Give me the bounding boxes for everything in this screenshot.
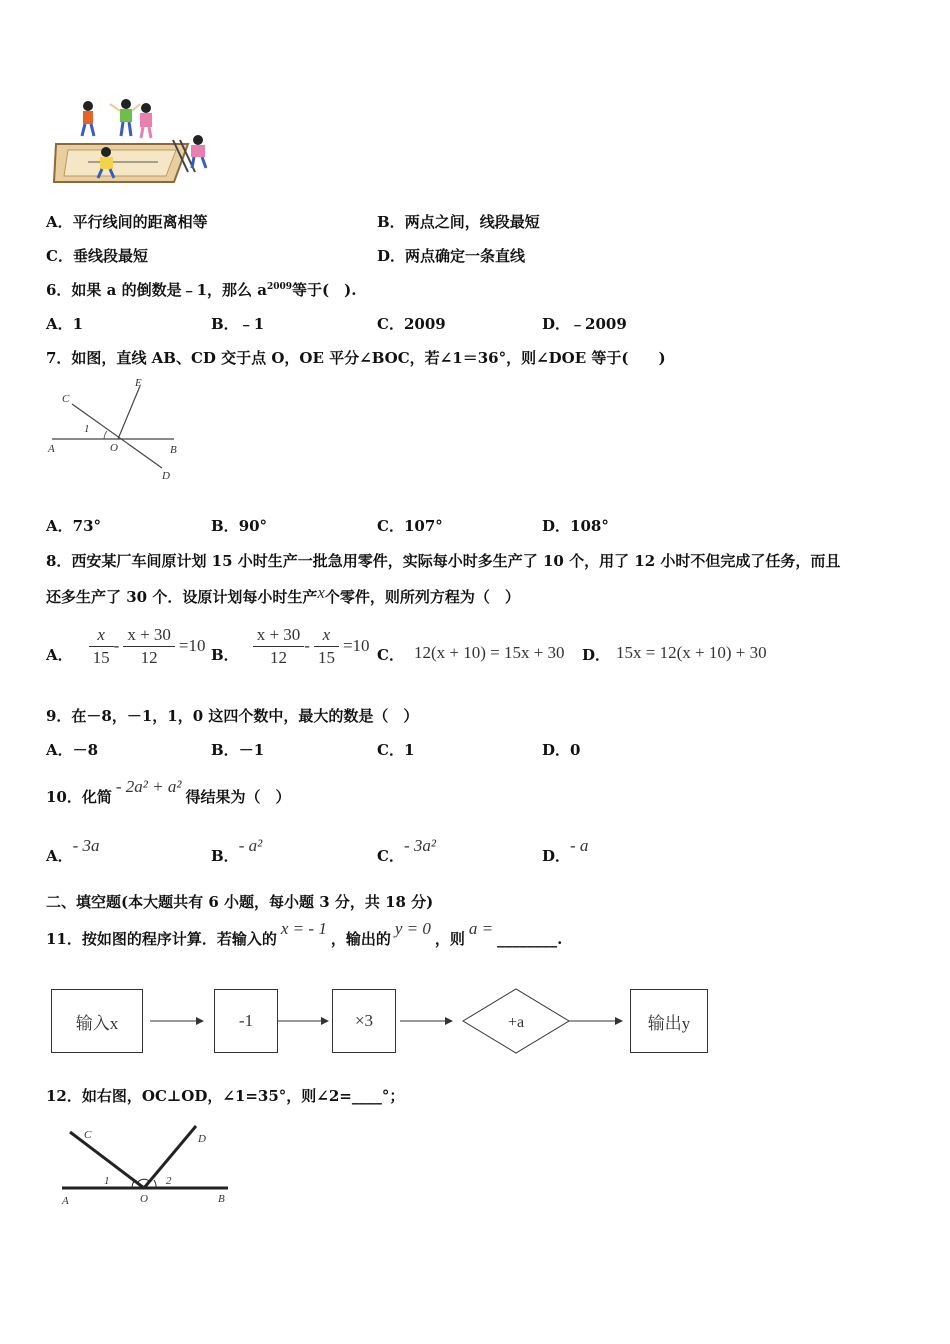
section-title: 二、填空题(本大题共有 6 小题，每小题 3 分，共 18 分): [46, 893, 434, 911]
flow-step-label: -1: [238, 1011, 254, 1030]
option-letter: A．: [46, 847, 73, 865]
option-letter: C．: [377, 315, 404, 333]
q5-option-a[interactable]: [46, 211, 208, 232]
flow-arrows: [0, 980, 950, 1060]
q10-option-a[interactable]: [46, 836, 100, 866]
q8-option-c[interactable]: [377, 644, 565, 665]
q5-option-d[interactable]: [377, 245, 525, 266]
option-text: －8: [72, 741, 99, 759]
operator: -: [304, 636, 310, 655]
label-d: D: [162, 470, 170, 482]
q7-option-c[interactable]: [377, 515, 443, 536]
q11-stem-mid: ，输出的: [330, 930, 391, 948]
q6-stem: [46, 279, 356, 300]
denominator: 12: [140, 647, 158, 667]
q9-option-a[interactable]: [46, 739, 98, 760]
equation-rhs: =10: [342, 636, 370, 655]
flow-step-add-label: +a: [507, 1014, 525, 1031]
q10-option-d[interactable]: [542, 836, 589, 866]
q8-variable: x: [317, 583, 325, 602]
option-text: 108°: [570, 517, 609, 535]
denominator: 15: [92, 647, 110, 667]
q10-option-c[interactable]: [377, 836, 436, 866]
option-letter: D．: [542, 847, 571, 865]
option-text: 垂线段最短: [72, 247, 148, 265]
option-letter: A．: [46, 517, 73, 535]
option-letter: B．: [211, 741, 239, 759]
option-letter: A．: [46, 741, 73, 759]
denominator: 12: [269, 647, 287, 667]
label-o: O: [110, 442, 118, 454]
label-angle-1: 1: [104, 1175, 110, 1187]
option-letter: D．: [582, 646, 611, 664]
q11-stem-then: ，则: [434, 930, 465, 948]
label-angle-2: 2: [166, 1175, 172, 1187]
label-b: B: [218, 1193, 225, 1205]
q8-option-b[interactable]: [211, 622, 370, 670]
option-text: －1: [238, 741, 265, 759]
option-letter: C．: [377, 847, 404, 865]
option-letter: C．: [377, 517, 404, 535]
answer-blank[interactable]: ________.: [497, 930, 563, 948]
q5-option-c[interactable]: [46, 245, 148, 266]
label-a: A: [62, 1195, 69, 1207]
equation: 15x = 12(x + 10) + 30: [616, 643, 767, 662]
option-letter: B．: [211, 847, 239, 865]
option-text: 90°: [238, 517, 268, 535]
fraction: [314, 624, 339, 669]
kids-playing-illustration: [48, 96, 220, 188]
denominator: 15: [317, 647, 335, 667]
q6-option-b[interactable]: [211, 313, 264, 334]
label-b: B: [170, 444, 177, 456]
option-letter: D．: [542, 741, 571, 759]
numerator: x: [89, 624, 114, 647]
equation: 12(x + 10) = 15x + 30: [413, 643, 565, 662]
label-e: E: [135, 377, 142, 389]
option-letter: D．: [542, 517, 571, 535]
q6-option-c[interactable]: [377, 313, 446, 334]
option-letter: C．: [377, 646, 404, 664]
q7-angle-figure: [44, 376, 184, 486]
q11-output-condition: y = 0: [394, 919, 431, 938]
option-text: 两点确定一条直线: [405, 247, 526, 265]
option-text: 1: [72, 315, 84, 333]
q9-stem: 9．在－8，－1，1，0 这四个数中，最大的数是（ ）: [46, 707, 419, 725]
q8-option-d[interactable]: [582, 644, 767, 665]
label-c: C: [84, 1129, 92, 1141]
q9-option-b[interactable]: [211, 739, 264, 760]
label-c: C: [62, 393, 70, 405]
option-letter: D．: [377, 247, 406, 265]
flow-step-label: ×3: [354, 1011, 374, 1030]
label-angle-1: 1: [84, 423, 90, 435]
operator: -: [113, 636, 120, 655]
option-letter: B．: [211, 315, 239, 333]
option-text: 平行线间的距离相等: [72, 213, 208, 231]
q9-option-c[interactable]: [377, 739, 414, 760]
q8-stem-tail: 个零件，则所列方程为（ ）: [324, 588, 520, 606]
option-letter: B．: [211, 645, 239, 664]
option-letter: C．: [46, 247, 73, 265]
q8-stem-text: 还多生产了 30 个．设原计划每小时生产: [46, 588, 318, 606]
q10-stem: [46, 777, 291, 807]
q6-stem-text: 6．如果 a 的倒数是﹣1，那么 a: [46, 281, 267, 299]
option-expression: - 3a²: [403, 836, 436, 855]
label-a: A: [48, 443, 55, 455]
q9-option-d[interactable]: [542, 739, 580, 760]
option-letter: C．: [377, 741, 404, 759]
label-o: O: [140, 1193, 148, 1205]
q6-option-a[interactable]: [46, 313, 83, 334]
q8-stem-line2: [46, 583, 520, 607]
numerator: x + 30: [123, 624, 175, 647]
q10-stem-tail: 得结果为（ ）: [185, 788, 291, 806]
fraction: [89, 624, 114, 669]
q8-stem-line1: 8．西安某厂车间原计划 15 小时生产一批急用零件，实际每小时多生产了 10 个，用了 12 小时不但完成了任务，而且: [46, 552, 841, 570]
q11-stem-text: 11．按如图的程序计算．若输入的: [46, 930, 277, 948]
q7-option-d[interactable]: [542, 515, 609, 536]
fraction: [123, 624, 175, 669]
numerator: x: [314, 624, 339, 647]
option-text: ﹣2009: [570, 315, 627, 333]
label-d: D: [198, 1133, 206, 1145]
option-letter: A．: [46, 213, 73, 231]
fraction: [253, 624, 305, 669]
option-expression: - a: [570, 836, 589, 855]
flow-output-label: 输出y: [647, 1013, 691, 1033]
q11-stem: [46, 919, 563, 949]
option-letter: D．: [542, 315, 571, 333]
flow-input-label: 输入x: [75, 1013, 119, 1033]
q6-stem-tail: 等于( ).: [292, 281, 357, 299]
q10-option-b[interactable]: [211, 836, 263, 866]
q11-answer-variable: a =: [468, 919, 494, 938]
numerator: x + 30: [253, 624, 305, 647]
option-text: 73°: [72, 517, 102, 535]
option-expression: - a²: [238, 836, 263, 855]
option-letter: B．: [211, 517, 239, 535]
q10-stem-text: 10．化简: [46, 788, 112, 806]
q7-stem: 7．如图，直线 AB、CD 交于点 O，OE 平分∠BOC，若∠1＝36°，则∠DOE 等于( ): [46, 349, 666, 367]
q8-option-a[interactable]: [46, 622, 206, 670]
equation-rhs: =10: [178, 636, 206, 655]
option-text: 2009: [403, 315, 446, 333]
q12-stem: 12．如右图，OC⊥OD，∠1=35°，则∠2=____°；: [46, 1087, 405, 1105]
option-letter: A．: [46, 645, 73, 664]
option-expression: - 3a: [72, 836, 100, 855]
q7-option-a[interactable]: [46, 515, 101, 536]
q6-exponent: 2009: [266, 282, 293, 292]
q6-option-d[interactable]: [542, 313, 627, 334]
option-text: 两点之间，线段最短: [404, 213, 540, 231]
option-text: 0: [570, 741, 581, 759]
option-text: ﹣1: [238, 315, 265, 333]
q5-option-b[interactable]: [377, 211, 540, 232]
q7-option-b[interactable]: [211, 515, 267, 536]
option-text: 1: [403, 741, 415, 759]
q12-angle-figure: [58, 1120, 238, 1210]
option-letter: A．: [46, 315, 73, 333]
option-letter: B．: [377, 213, 405, 231]
option-text: 107°: [403, 517, 443, 535]
q10-expression: - 2a² + a²: [115, 777, 182, 796]
q11-input-condition: x = - 1: [280, 919, 327, 938]
